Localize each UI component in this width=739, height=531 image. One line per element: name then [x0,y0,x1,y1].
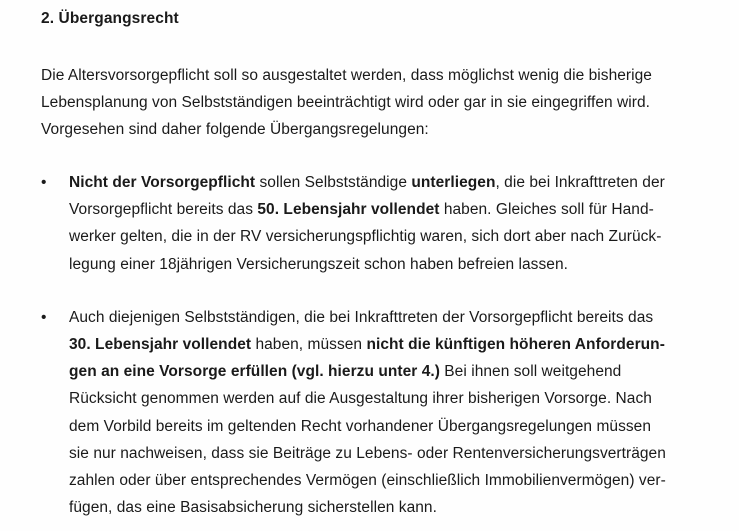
bold-text: Nicht der Vorsorgepflicht [69,174,256,191]
text-run: dem Vorbild bereits im geltenden Recht vorhandener Übergangsregelungen müssen [69,417,652,435]
bullet-marker: • [41,308,47,326]
text-run: , die bei Inkrafttreten der [495,174,665,191]
text-run: haben. Gleiches soll für Hand- [439,201,654,219]
intro-line: Die Altersvorsorgepflicht soll so ausgestaltet werden, dass möglichst wenig die bisherige [41,67,652,84]
bullet-line [69,358,721,385]
bullet-marker: • [41,174,47,191]
bold-text: 50. Lebensjahr vollendet [257,201,440,219]
bold-text: unterliegen [411,174,496,191]
bullet-item [41,169,721,278]
intro-line: Vorgesehen sind daher folgende Übergangsregelungen: [41,121,429,138]
bold-text: gen an eine Vorsorge erfüllen (vgl. hierzu unter 4.) [69,363,440,381]
intro-paragraph [41,62,721,143]
bullet-line [69,169,721,196]
bullet-line [69,413,721,440]
bullet-list [41,169,721,521]
bullet-line [69,385,721,412]
text-run: Auch diejenigen Selbstständigen, die bei Inkrafttreten der Vorsorgepflicht bereits das [69,308,654,326]
text-run: legung einer 18jährigen Versicherungszeit schon haben befreien lassen. [69,255,568,273]
bullet-line [69,304,721,331]
text-run: sollen Selbstständige [255,174,412,191]
text-run: fügen, das eine Basisabsicherung sicherstellen kann. [69,499,437,517]
bullet-line [69,467,721,494]
bold-text: nicht die künftigen höheren Anforderun- [366,336,665,354]
text-run: sie nur nachweisen, dass sie Beiträge zu Lebens- oder Rentenversicherungsverträgen [69,444,666,462]
bullet-item [41,304,721,522]
bullet-line [69,331,721,358]
intro-line: Lebensplanung von Selbstständigen beeinträchtigt wird oder gar in sie eingegriffen wird. [41,94,651,111]
text-run: Bei ihnen soll weitgehend [439,363,622,381]
text-run: Vorsorgepflicht bereits das [69,201,258,219]
text-run: haben, müssen [251,336,367,354]
bullet-line [69,440,721,467]
bullet-line [69,494,721,521]
bullet-line [69,251,721,278]
section-heading: 2. Übergangsrecht [41,10,179,27]
text-run: zahlen oder über entsprechendes Vermögen (einschließlich Immobilienvermögen) ver- [69,472,666,490]
bold-text: 30. Lebensjahr vollendet [69,336,252,354]
text-run: werker gelten, die in der RV versicherungspflichtig waren, sich dort aber nach Zurück- [69,228,662,246]
text-run: Rücksicht genommen werden auf die Ausgestaltung ihrer bisherigen Vorsorge. Nach [69,390,652,408]
bullet-line [69,223,721,250]
bullet-line [69,196,721,223]
